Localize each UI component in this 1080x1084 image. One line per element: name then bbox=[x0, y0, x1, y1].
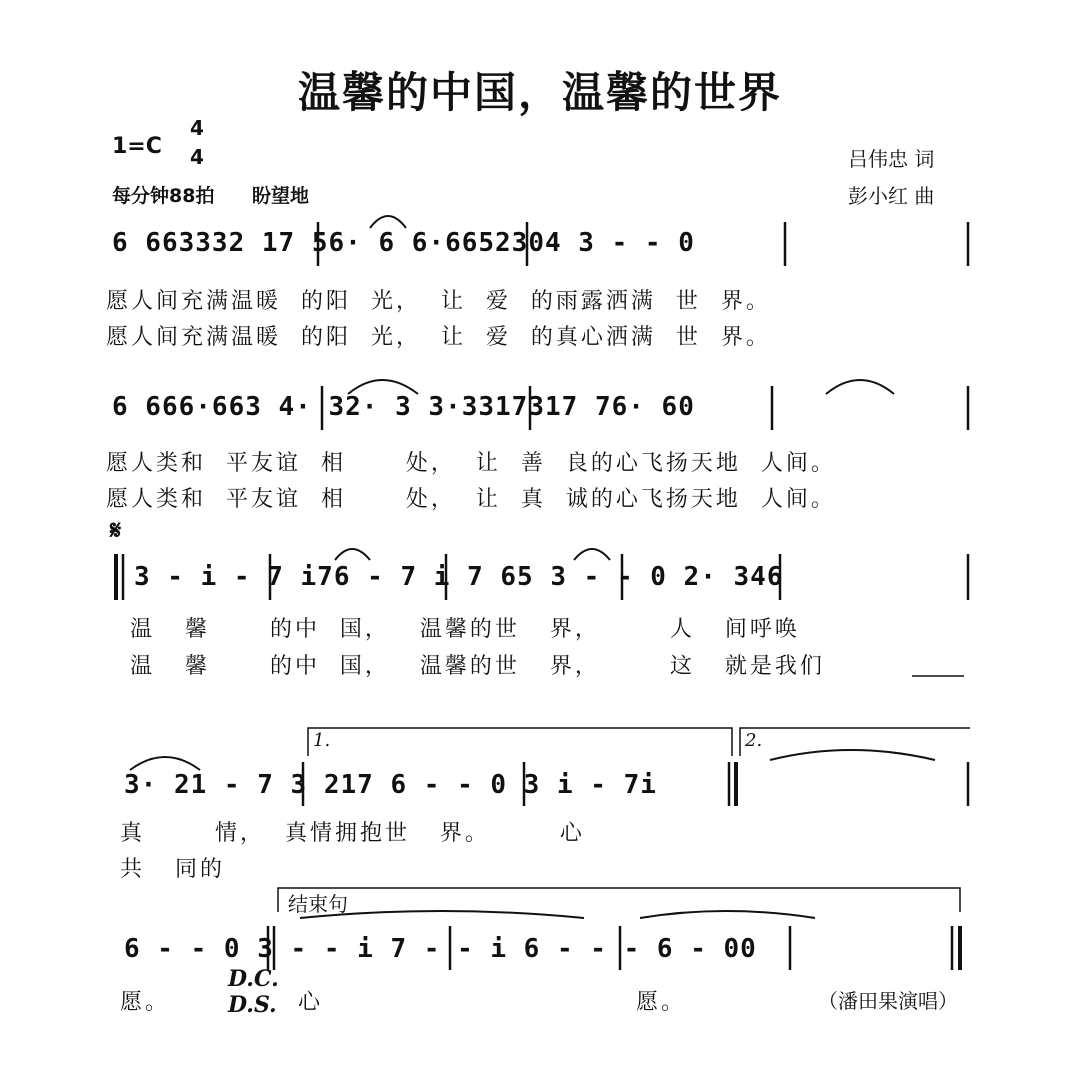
slur bbox=[574, 549, 610, 560]
slur bbox=[348, 380, 418, 394]
dal-segno-marking: D.S. bbox=[228, 992, 277, 1018]
system-1-lyric-1: 愿人间充满温暖 的阳 光， 让 爱 的雨露洒满 世 界。 bbox=[106, 289, 771, 314]
system-4-lyric-2: 共 同的 bbox=[120, 857, 225, 882]
volta-2-label: 2. bbox=[745, 730, 763, 751]
key-signature: 1=C bbox=[112, 134, 162, 159]
slur bbox=[300, 911, 584, 918]
system-3-lyric-1: 温 馨 的中 国， 温馨的世 界， 人 间呼唤 bbox=[130, 617, 800, 642]
system-3-notes: 3 - i - 7 i76 - 7 i 7 65 3 - - 0 2· 346 bbox=[134, 562, 784, 592]
volta-1-bracket bbox=[308, 728, 732, 756]
system-2-lyric-1: 愿人类和 平友谊 相 处， 让 善 良的心飞扬天地 人间。 bbox=[106, 451, 836, 476]
time-signature-top: 4 bbox=[190, 116, 204, 140]
slur bbox=[826, 380, 894, 394]
ending-bracket bbox=[278, 888, 960, 912]
system-5-notes: 6 - - 0 3 - - i 7 - - i 6 - - - 6 - 00 bbox=[124, 934, 757, 964]
ending-phrase-label: 结束句 bbox=[288, 892, 348, 916]
slur bbox=[130, 757, 200, 770]
system-2-notes: 6 666·663 4· 32· 3 3·3317317 76· 60 bbox=[112, 392, 695, 422]
system-5-lyric-end-2: 愿。 bbox=[636, 990, 687, 1015]
system-1-notes: 6 663332 17 56· 6 6·6652304 3 - - 0 bbox=[112, 228, 695, 258]
system-4-lyric-1: 真 情， 真情拥抱世 界。 心 bbox=[120, 821, 585, 846]
segno-sign: 𝄋 bbox=[110, 516, 122, 546]
expression-marking: 盼望地 bbox=[252, 185, 310, 207]
system-3-lyric-2: 温 馨 的中 国， 温馨的世 界， 这 就是我们 bbox=[130, 654, 825, 679]
tempo-marking: 每分钟88拍 bbox=[112, 185, 215, 207]
system-5-lyric-end-1: 愿。 bbox=[120, 990, 171, 1015]
slur bbox=[770, 750, 935, 760]
slur bbox=[370, 216, 406, 228]
da-capo-marking: D.C. bbox=[228, 966, 279, 992]
song-title: 温馨的中国，温馨的世界 bbox=[297, 68, 782, 117]
system-5-lyric-coda: 心 bbox=[298, 990, 324, 1015]
volta-1-label: 1. bbox=[313, 730, 331, 751]
composer-credit: 彭小红 曲 bbox=[848, 184, 935, 208]
singer-credit: （潘田果演唱） bbox=[818, 989, 958, 1013]
lyricist-credit: 吕伟忠 词 bbox=[848, 147, 935, 171]
system-4-notes: 3· 21 - 7 3 217 6 - - 0 3 i - 7i bbox=[124, 770, 657, 800]
system-2-lyric-2: 愿人类和 平友谊 相 处， 让 真 诚的心飞扬天地 人间。 bbox=[106, 487, 836, 512]
slur bbox=[335, 549, 370, 560]
slur bbox=[640, 911, 815, 918]
system-1-lyric-2: 愿人间充满温暖 的阳 光， 让 爱 的真心洒满 世 界。 bbox=[106, 325, 771, 350]
volta-2-bracket bbox=[740, 728, 970, 756]
time-signature-bottom: 4 bbox=[190, 145, 204, 169]
